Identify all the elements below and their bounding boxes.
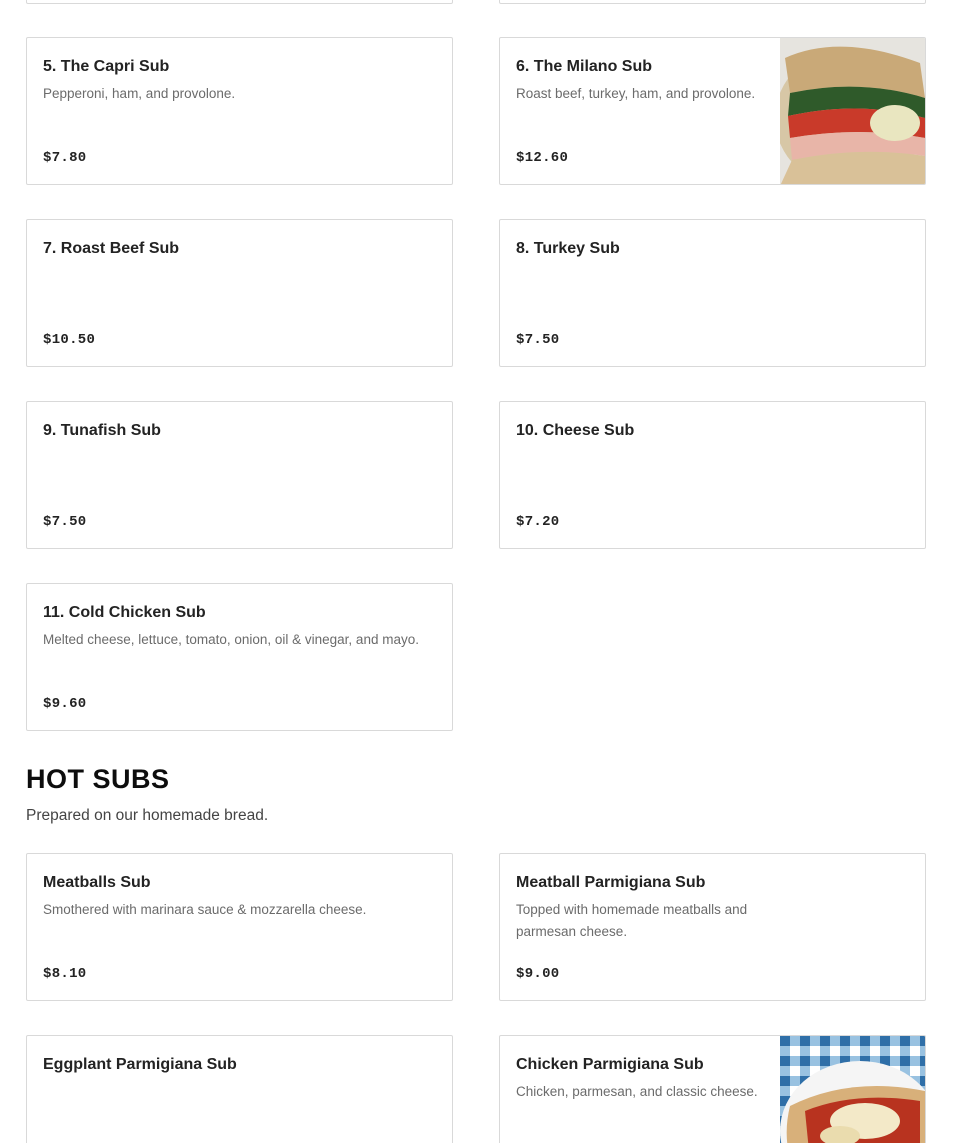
menu-item-title: 9. Tunafish Sub <box>43 422 161 439</box>
menu-item-description: Chicken, parmesan, and classic cheese. <box>516 1084 758 1099</box>
menu-item-description: Pepperoni, ham, and provolone. <box>43 86 236 101</box>
menu-item-price: $7.80 <box>43 150 87 166</box>
menu-item-card[interactable] <box>26 37 453 185</box>
menu-item-card[interactable] <box>26 583 453 731</box>
menu-item-price: $12.60 <box>516 150 569 166</box>
menu-item-card[interactable] <box>26 401 453 549</box>
menu-item-title: 11. Cold Chicken Sub <box>43 604 206 621</box>
section-description: Prepared on our homemade bread. <box>26 807 269 824</box>
menu-item-title: Chicken Parmigiana Sub <box>516 1056 704 1073</box>
sub-sandwich-photo <box>780 38 925 185</box>
menu-item-price: $8.10 <box>43 966 87 982</box>
menu-item-description: Melted cheese, lettuce, tomato, onion, oil & vinegar, and mayo. <box>43 632 419 647</box>
menu-item-price: $7.50 <box>43 514 87 530</box>
chicken-parm-sub-photo <box>780 1036 925 1143</box>
menu-item-price: $10.50 <box>43 332 96 348</box>
menu-item-title: Meatball Parmigiana Sub <box>516 874 706 891</box>
menu-item-price: $9.00 <box>516 966 560 982</box>
menu-item-card[interactable] <box>26 1035 453 1143</box>
menu-item-description: Roast beef, turkey, ham, and provolone. <box>516 86 756 101</box>
menu-item-card[interactable] <box>499 853 926 1001</box>
menu-item-card-partial-right[interactable] <box>499 0 926 4</box>
menu-item-description: Smothered with marinara sauce & mozzarella cheese. <box>43 902 367 917</box>
section-heading: HOT SUBS <box>26 764 170 794</box>
menu-item-card[interactable] <box>26 219 453 367</box>
menu-item-title: 8. Turkey Sub <box>516 240 620 257</box>
menu-item-title: Meatballs Sub <box>43 874 151 891</box>
menu-item-card[interactable] <box>499 219 926 367</box>
menu-item-card[interactable] <box>499 1035 926 1143</box>
menu-item-card[interactable] <box>26 853 453 1001</box>
menu-item-card[interactable] <box>499 401 926 549</box>
menu-item-title: 5. The Capri Sub <box>43 58 170 75</box>
menu-item-price: $7.20 <box>516 514 560 530</box>
menu-item-price: $7.50 <box>516 332 560 348</box>
menu-item-description: Topped with homemade meatballs and parmesan cheese. <box>516 902 748 939</box>
menu-item-title: 7. Roast Beef Sub <box>43 240 180 257</box>
menu-item-title: 10. Cheese Sub <box>516 422 635 439</box>
menu-item-title: 6. The Milano Sub <box>516 58 653 75</box>
menu-item-price: $9.60 <box>43 696 87 712</box>
menu-item-title: Eggplant Parmigiana Sub <box>43 1056 237 1073</box>
menu-item-card-partial-left[interactable] <box>26 0 453 4</box>
menu-item-card[interactable] <box>499 37 926 185</box>
